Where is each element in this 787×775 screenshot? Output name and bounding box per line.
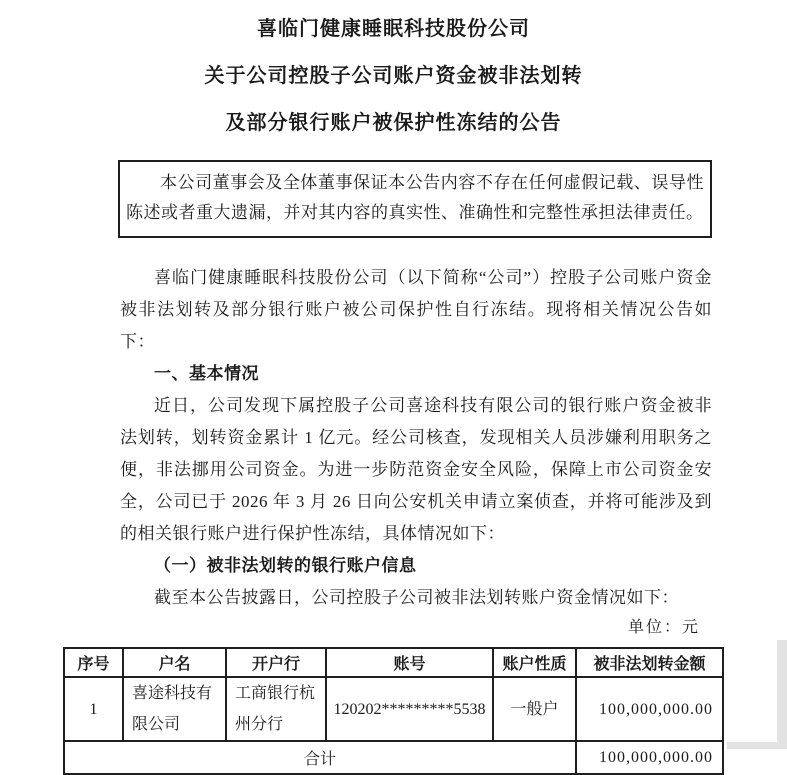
cell-account-name: 喜途科技有限公司 [123, 677, 226, 741]
header-bank: 开户行 [226, 648, 326, 677]
unit-note: 单位：元 [627, 619, 700, 636]
company-title: 喜临门健康睡眠科技股份公司 [257, 18, 530, 40]
header-account-number: 账号 [326, 648, 493, 677]
subsection-1-heading: （一）被非法划转的银行账户信息 [154, 556, 417, 575]
table-total-row [64, 741, 723, 774]
header-account-type: 账户性质 [493, 648, 576, 677]
board-disclaimer-box [118, 160, 712, 238]
section-1-heading: 一、基本情况 [154, 364, 259, 383]
header-account-name: 户名 [123, 648, 226, 677]
table-header-row [64, 648, 723, 677]
table-row [64, 677, 723, 741]
table-intro-paragraph: 截至本公告披露日，公司控股子公司被非法划转账户资金情况如下： [154, 588, 679, 607]
illegal-transfer-accounts-table [63, 647, 724, 775]
header-seq: 序号 [64, 648, 123, 677]
section-1-body: 近日，公司发现下属控股子公司喜途科技有限公司的银行账户资金被非法划转，划转资金累计 1 亿元。经公司核查，发现相关人员涉嫌利用职务之便，非法挪用公司资金。为进一步防范资金安全风险，保障上市公司资金安全，公司已于 2026 年 3 月 26 日向公安机关申请立案侦查，并将可能涉及到的相关银行账户进行保护性冻结，具体情况如下： [120, 396, 712, 543]
page-edge-shadow-right [777, 640, 787, 749]
cell-bank: 工商银行杭州分行 [226, 677, 326, 741]
cell-seq: 1 [64, 677, 123, 741]
board-disclaimer-text: 本公司董事会及全体董事保证本公告内容不存在任何虚假记载、误导性陈述或者重大遗漏，并对其内容的真实性、准确性和完整性承担法律责任。 [126, 173, 704, 222]
cell-total-label: 合计 [64, 741, 576, 774]
announcement-title-line-1: 关于公司控股子公司账户资金被非法划转 [204, 65, 583, 87]
header-amount: 被非法划转金额 [576, 648, 723, 677]
cell-account-number: 120202*********5538 [326, 677, 493, 741]
cell-account-type: 一般户 [493, 677, 576, 741]
cell-total-amount: 100,000,000.00 [576, 741, 723, 774]
page-edge-shadow-bottom [727, 742, 787, 749]
cell-amount: 100,000,000.00 [576, 677, 723, 741]
intro-paragraph: 喜临门健康睡眠科技股份公司（以下简称“公司”）控股子公司账户资金被非法划转及部分银行账户被公司保护性自行冻结。现将相关情况公告如下： [120, 268, 712, 351]
announcement-title-line-2: 及部分银行账户被保护性冻结的公告 [225, 112, 562, 134]
